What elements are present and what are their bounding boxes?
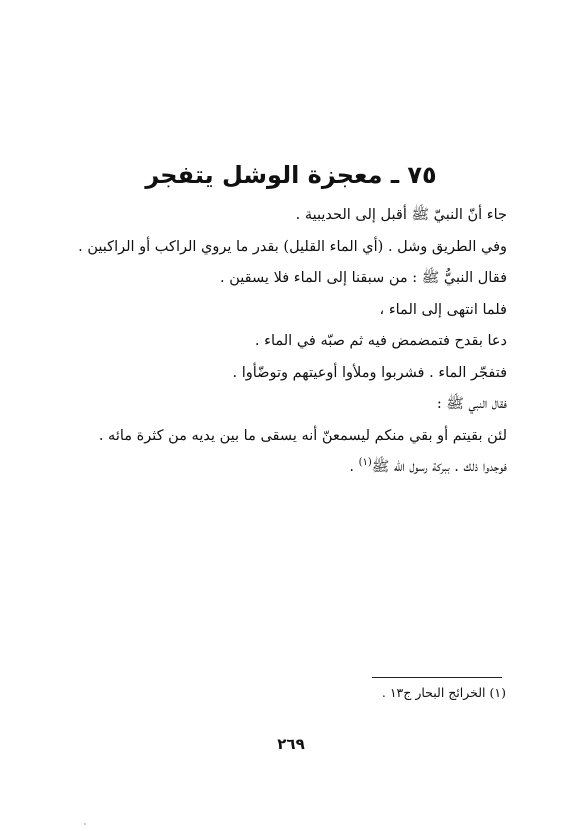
paragraph-last xyxy=(77,452,507,484)
paragraph: فتفجّر الماء . فشربوا وملأوا أوعيتهم وتوضّأوا . xyxy=(232,364,507,381)
footnote: (١) الخرائج البحار ج١٣ . xyxy=(381,685,506,700)
paragraph: دعا بقدح فتمضمض فيه ثم صبّه في الماء . xyxy=(254,333,507,349)
paragraph: وفي الطريق وشل . (أي الماء القليل) بقدر ما يروي الراكب أو الراكبين . xyxy=(78,238,507,255)
page-number: ٢٦٩ xyxy=(277,735,305,753)
chapter-title: ٧٥ ـ معجزة الوشل يتفجر xyxy=(145,161,437,189)
paragraph: فقال النبيُّ ﷺ : من سبقنا إلى الماء فلا يسقين . xyxy=(220,270,507,286)
scan-speck xyxy=(84,823,86,825)
footnote-divider xyxy=(372,677,502,678)
paragraph: فقال النبي ﷺ : xyxy=(436,396,507,412)
chapter-body xyxy=(77,200,507,484)
paragraph: جاء أنّ النبيّ ﷺ أقبل إلى الحديبية . xyxy=(295,207,507,223)
paragraph-end: . xyxy=(349,459,359,475)
paragraph-text: فوجدوا ذلك . ببركة رسول الله ﷺ xyxy=(371,459,507,475)
footnote-reference: (١) xyxy=(358,457,372,469)
paragraph: لئن بقيتم أو بقي منكم ليسمعنّ أنه يسقى ما بين يديه من كثرة مائه . xyxy=(98,427,507,444)
paragraph: فلما انتهى إلى الماء ، xyxy=(379,301,507,318)
